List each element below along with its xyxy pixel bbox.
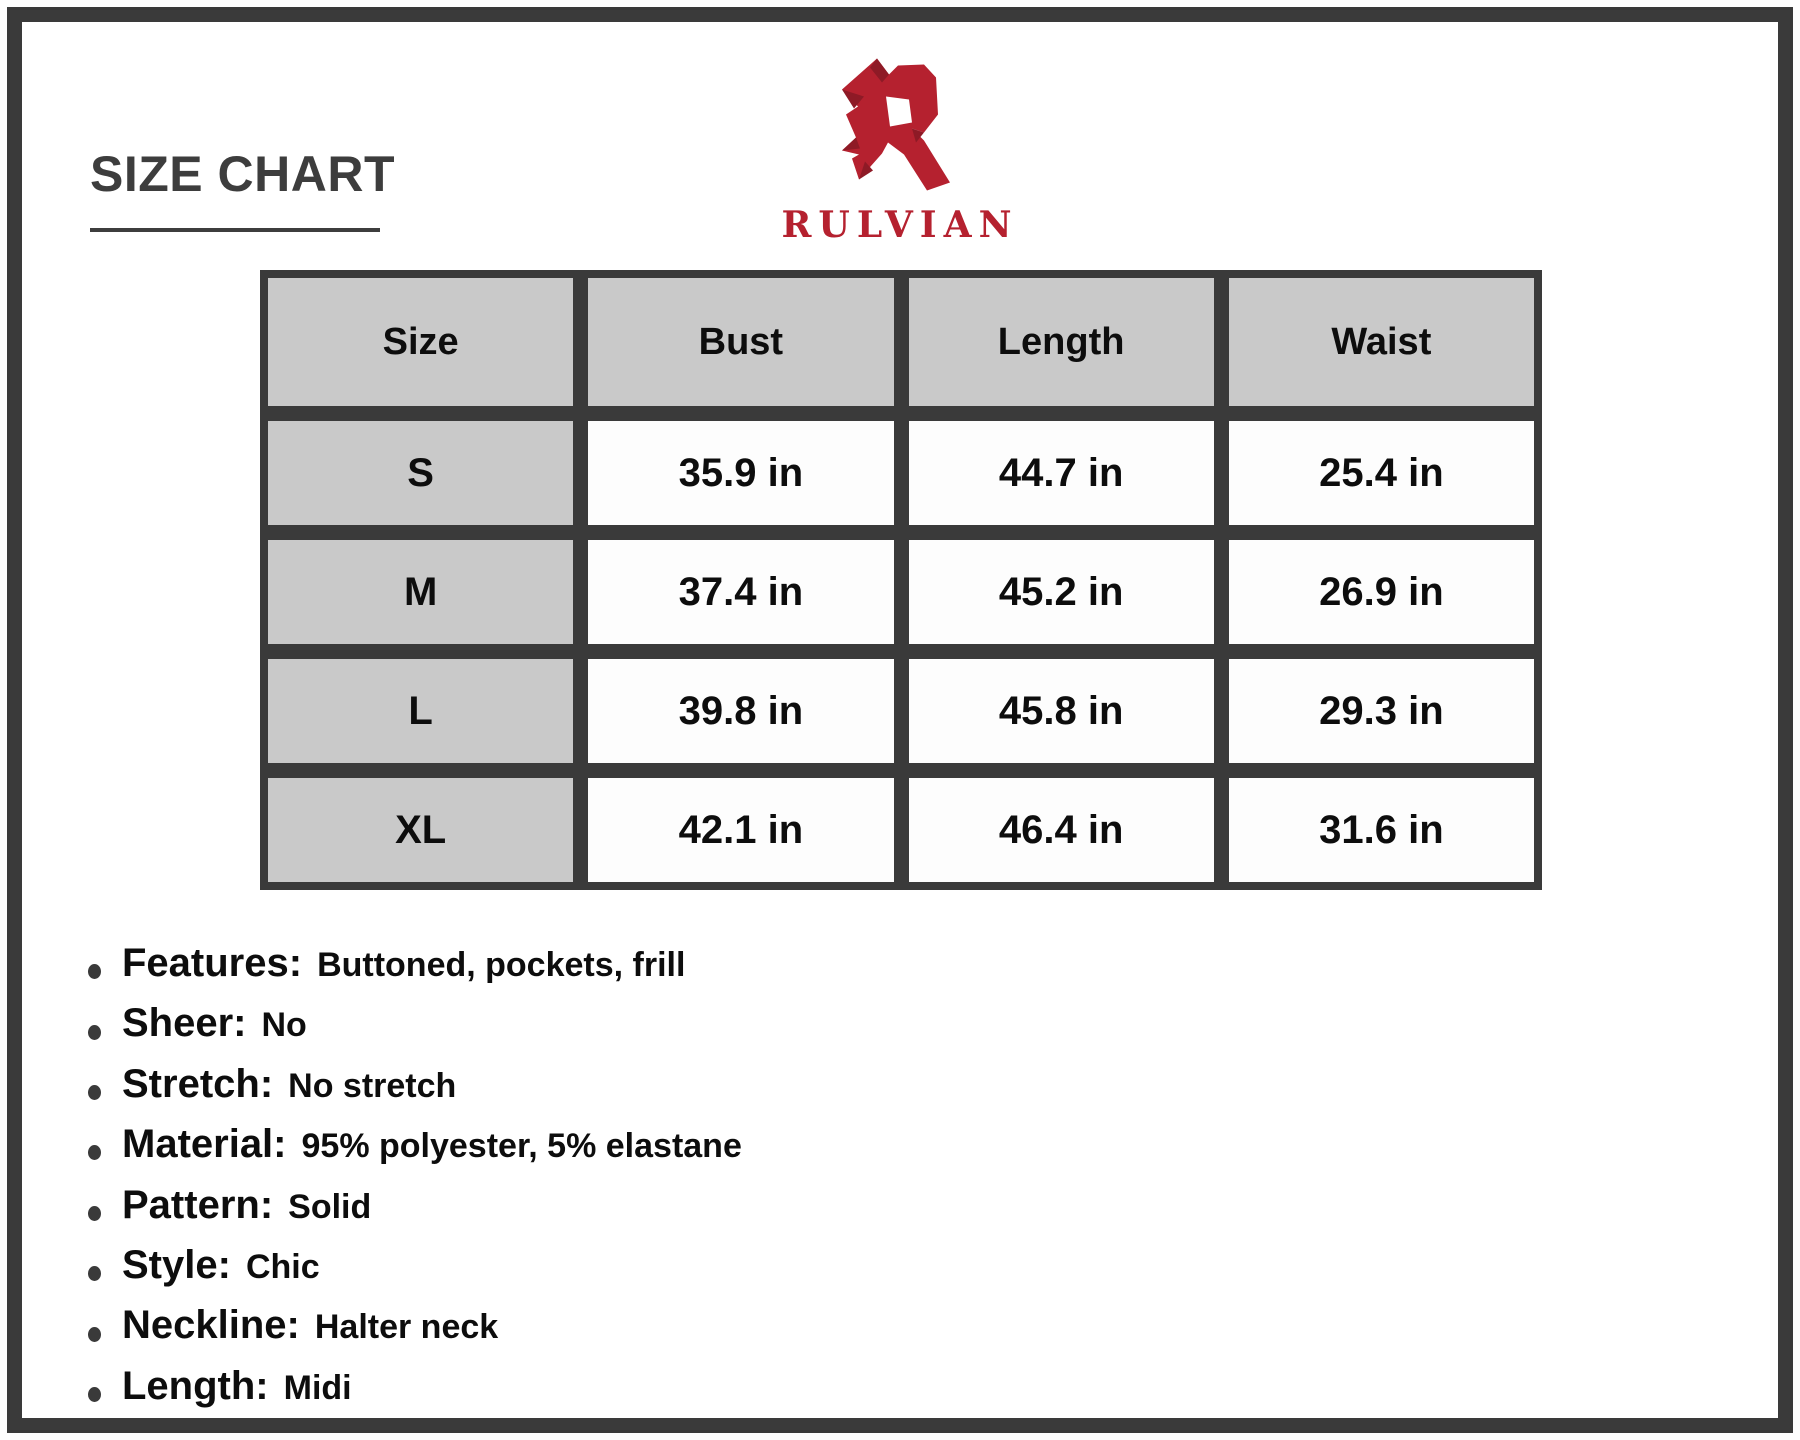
detail-item-neckline [88, 1295, 742, 1355]
column-header-waist: Waist [1229, 278, 1534, 406]
detail-value: Buttoned, pockets, frill [317, 946, 686, 984]
detail-item-length [88, 1356, 742, 1416]
bust-value-l: 39.8 in [588, 659, 893, 763]
length-value-l: 45.8 in [909, 659, 1214, 763]
detail-label: Length: [122, 1363, 269, 1408]
column-header-bust: Bust [588, 278, 893, 406]
size-cell-xl: XL [268, 778, 573, 882]
detail-value: Halter neck [314, 1308, 499, 1347]
detail-label: Pattern: [122, 1182, 274, 1227]
length-value-m: 45.2 in [909, 540, 1214, 644]
size-table [260, 270, 1542, 890]
bullet-icon [88, 1025, 101, 1040]
detail-value: Chic [245, 1247, 320, 1286]
bullet-icon [88, 1266, 101, 1281]
details-list [88, 933, 742, 1416]
bullet-icon [88, 1206, 101, 1221]
detail-value: 95% polyester, 5% elastane [301, 1127, 742, 1166]
title-underline [90, 228, 380, 232]
detail-label: Style: [122, 1242, 231, 1287]
detail-item-style [88, 1235, 742, 1295]
bullet-icon [88, 1085, 101, 1100]
bullet-icon [88, 1327, 101, 1342]
size-cell-s: S [268, 421, 573, 525]
waist-value-s: 25.4 in [1229, 421, 1534, 525]
page-title: SIZE CHART [90, 146, 395, 202]
detail-value: No stretch [288, 1066, 457, 1105]
detail-item-sheer [88, 993, 742, 1053]
column-header-size: Size [268, 278, 573, 406]
detail-value: Solid [288, 1187, 372, 1226]
size-cell-l: L [268, 659, 573, 763]
bust-value-xl: 42.1 in [588, 778, 893, 882]
detail-value: Midi [283, 1368, 352, 1407]
detail-label: Sheer: [122, 1001, 247, 1046]
detail-label: Material: [122, 1122, 287, 1167]
bullet-icon [88, 964, 101, 979]
detail-item-material [88, 1114, 742, 1174]
detail-value: No [261, 1006, 307, 1045]
detail-item-stretch [88, 1054, 742, 1114]
waist-value-l: 29.3 in [1229, 659, 1534, 763]
detail-label: Stretch: [122, 1061, 274, 1106]
size-cell-m: M [268, 540, 573, 644]
length-value-s: 44.7 in [909, 421, 1214, 525]
waist-value-xl: 31.6 in [1229, 778, 1534, 882]
detail-label: Features: [122, 941, 303, 985]
bust-value-m: 37.4 in [588, 540, 893, 644]
bullet-icon [88, 1387, 101, 1402]
bullet-icon [88, 1145, 101, 1160]
bust-value-s: 35.9 in [588, 421, 893, 525]
waist-value-m: 26.9 in [1229, 540, 1534, 644]
length-value-xl: 46.4 in [909, 778, 1214, 882]
brand-name: RULVIAN [781, 204, 1019, 246]
rulvian-logo-icon [842, 55, 958, 195]
detail-item-pattern [88, 1175, 742, 1235]
column-header-length: Length [909, 278, 1214, 406]
detail-item-features [88, 933, 742, 993]
detail-label: Neckline: [122, 1303, 300, 1348]
